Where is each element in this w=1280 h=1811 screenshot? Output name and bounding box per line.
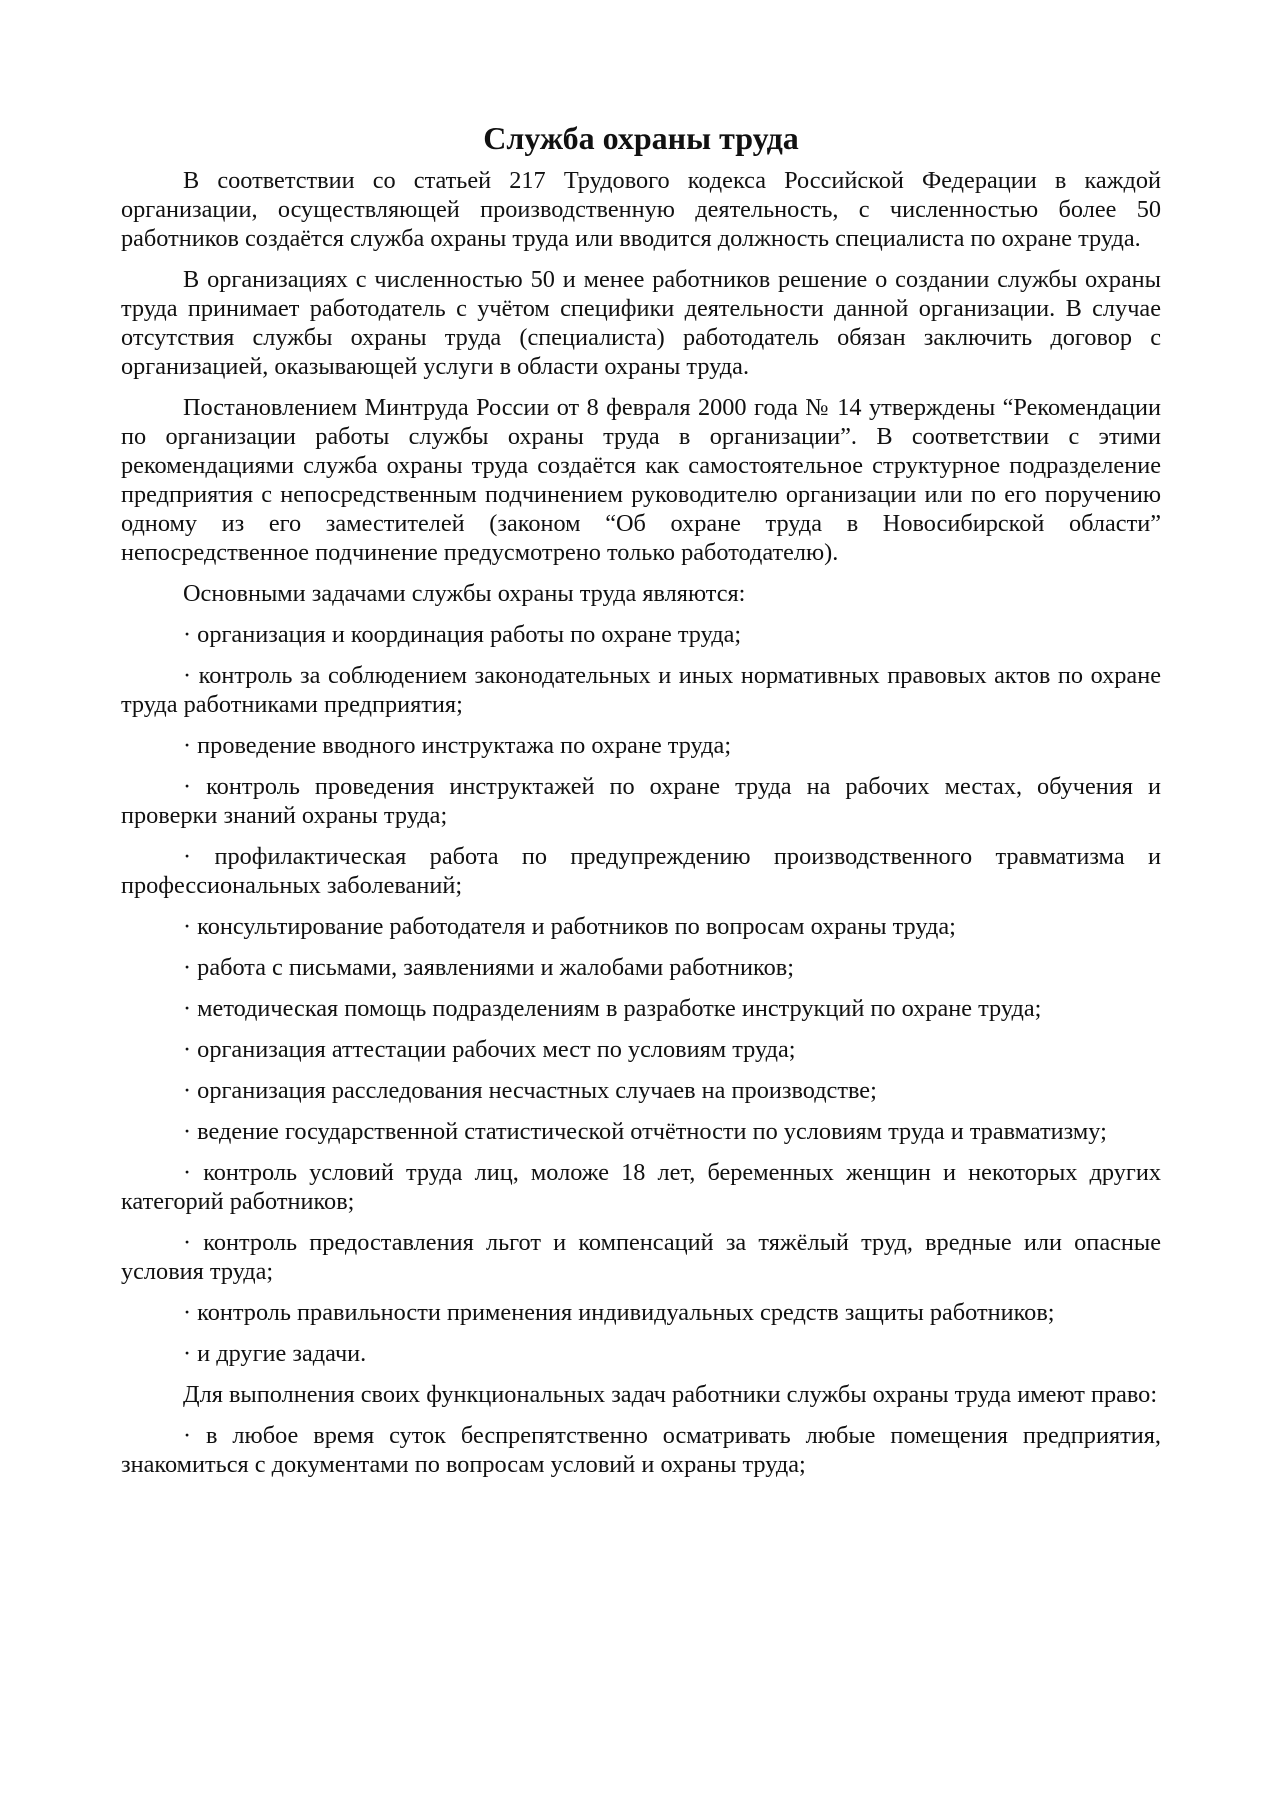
document-page	[121, 118, 1161, 1491]
task-item: · организация аттестации рабочих мест по условиям труда;	[183, 1036, 796, 1063]
task-item: · профилактическая работа по предупреждению производственного травматизма и профессиональных заболеваний;	[121, 843, 1161, 899]
task-item: · и другие задачи.	[183, 1340, 367, 1367]
task-item: · ведение государственной статистической отчётности по условиям труда и травматизму;	[183, 1118, 1107, 1145]
task-item: · консультирование работодателя и работников по вопросам охраны труда;	[183, 913, 956, 940]
paragraph-tasks-intro: Основными задачами службы охраны труда являются:	[183, 580, 746, 607]
task-item: · контроль за соблюдением законодательных и иных нормативных правовых актов по охране труда работниками предприятия;	[121, 662, 1161, 718]
task-item: · работа с письмами, заявлениями и жалобами работников;	[183, 954, 794, 981]
task-item: · методическая помощь подразделениям в разработке инструкций по охране труда;	[183, 995, 1042, 1022]
task-item: · контроль проведения инструктажей по охране труда на рабочих местах, обучения и проверки знаний охраны труда;	[121, 773, 1161, 829]
task-item: · проведение вводного инструктажа по охране труда;	[183, 732, 732, 759]
paragraph-mintrud-resolution: Постановлением Минтруда России от 8 февраля 2000 года № 14 утверждены “Рекомендации по организации работы службы охраны труда в организации”. В соответствии с этими рекомендациями служба охраны труда создаётся как самостоятельное структурное подразделение предприятия с непосредственным подчинением руководителю организации или по его поручению одному из его заместителей (законом “Об охране труда в Новосибирской области” непосредственное подчинение предусмотрено только работодателю).	[121, 394, 1161, 566]
task-item: · контроль условий труда лиц, моложе 18 лет, беременных женщин и некоторых других категорий работников;	[121, 1159, 1161, 1215]
task-item: · контроль правильности применения индивидуальных средств защиты работников;	[183, 1299, 1055, 1326]
document-title: Служба охраны труда	[483, 120, 799, 156]
paragraph-article-217: В соответствии со статьей 217 Трудового кодекса Российской Федерации в каждой организации, осуществляющей производственную деятельность, с численностью более 50 работников создаётся служба охраны труда или вводится должность специалиста по охране труда.	[121, 167, 1161, 252]
task-item: · организация и координация работы по охране труда;	[183, 621, 742, 648]
right-item: · в любое время суток беспрепятственно осматривать любые помещения предприятия, знакомиться с документами по вопросам условий и охраны труда;	[121, 1422, 1161, 1478]
task-item: · контроль предоставления льгот и компенсаций за тяжёлый труд, вредные или опасные условия труда;	[121, 1229, 1161, 1285]
task-item: · организация расследования несчастных случаев на производстве;	[183, 1077, 877, 1104]
paragraph-small-organizations: В организациях с численностью 50 и менее работников решение о создании службы охраны труда принимает работодатель с учётом специфики деятельности данной организации. В случае отсутствия службы охраны труда (специалиста) работодатель обязан заключить договор с организацией, оказывающей услуги в области охраны труда.	[121, 266, 1161, 380]
paragraph-rights-intro: Для выполнения своих функциональных задач работники службы охраны труда имеют право:	[183, 1381, 1158, 1408]
